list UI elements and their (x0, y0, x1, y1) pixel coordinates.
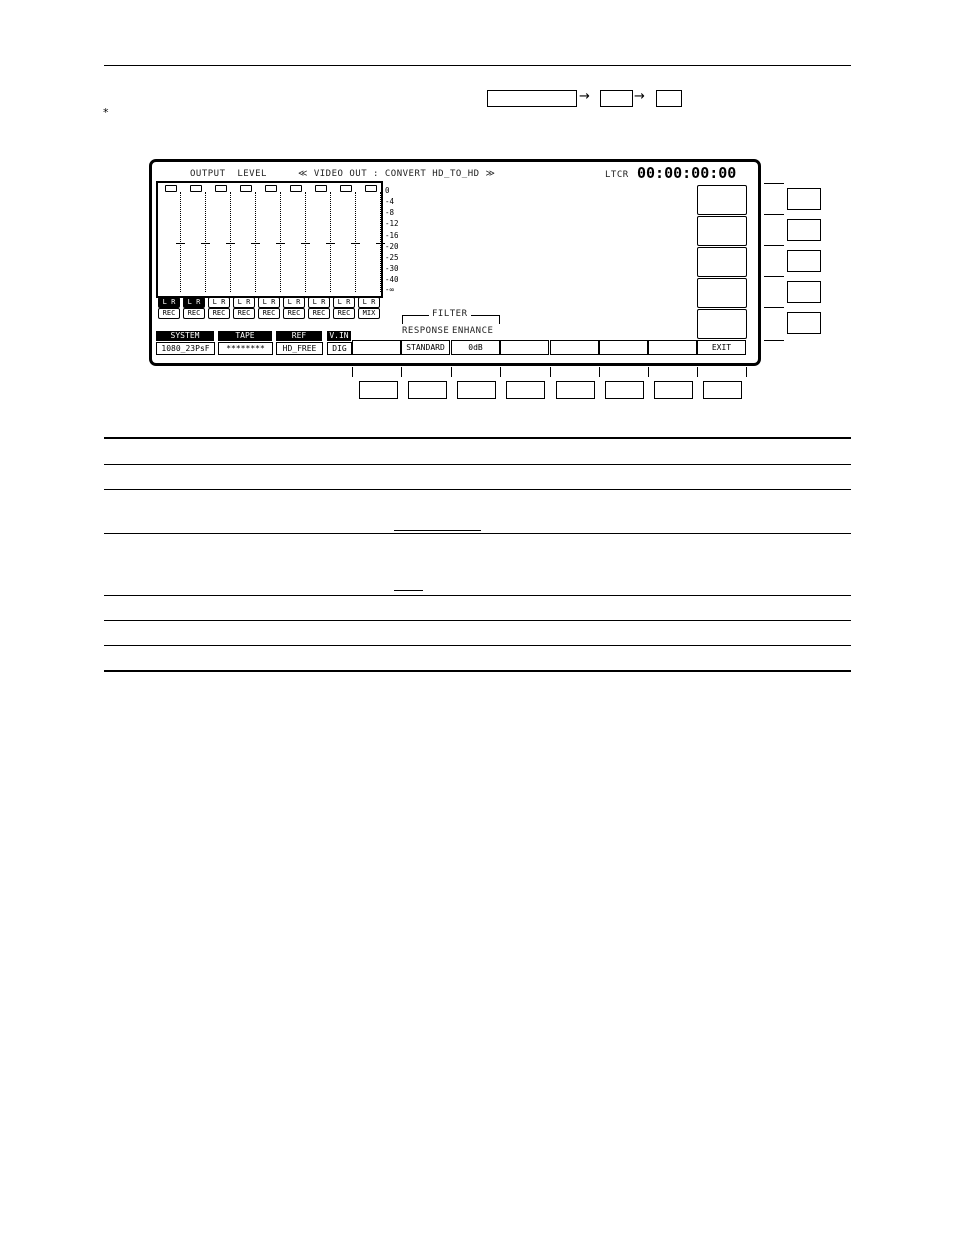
channel-mode-label: REC (308, 308, 330, 319)
scale-label: -16 (385, 231, 399, 240)
fkey-7[interactable] (648, 340, 697, 355)
tape-label: TAPE (218, 331, 272, 341)
vin-label: V.IN (327, 331, 351, 341)
scale-label: -40 (385, 275, 399, 284)
bottom-hardware-button-3[interactable] (457, 381, 496, 399)
table-top-rule (104, 437, 851, 439)
table-row-rule (104, 464, 851, 465)
leader-line (599, 367, 600, 377)
right-hardware-button-4[interactable] (787, 281, 821, 303)
underline-default-mark (394, 530, 481, 531)
channel-mode-label: MIX (358, 308, 380, 319)
channel-lr-selector[interactable]: L R (233, 297, 255, 308)
meter-reference-mark (251, 243, 260, 247)
arrow-right-icon: → (579, 89, 590, 104)
channel-mode-label: REC (233, 308, 255, 319)
channel-lr-selector[interactable]: L R (308, 297, 330, 308)
bottom-hardware-button-7[interactable] (654, 381, 693, 399)
meter-peak-indicator (240, 185, 252, 192)
footnote-asterisk: * (103, 106, 109, 119)
bottom-hardware-button-2[interactable] (408, 381, 447, 399)
leader-line (451, 367, 452, 377)
channel-mode-label: REC (258, 308, 280, 319)
table-row-rule (104, 620, 851, 621)
screen-title: ≪ VIDEO OUT : CONVERT HD_TO_HD ≫ (298, 169, 496, 179)
filter-group-label: FILTER (429, 309, 471, 319)
fkey-8-exit[interactable]: EXIT (697, 340, 746, 355)
system-label: SYSTEM (156, 331, 214, 341)
menu-path-box-3 (656, 90, 682, 107)
scale-label: 0 (385, 186, 390, 195)
arrow-right-icon: → (634, 89, 645, 104)
fkey-5[interactable] (550, 340, 599, 355)
leader-line (500, 367, 501, 377)
scale-label: -20 (385, 242, 399, 251)
meter-track (380, 192, 381, 292)
side-soft-key-3[interactable] (697, 247, 747, 277)
scale-label: -4 (385, 197, 395, 206)
menu-path-box-1 (487, 90, 577, 107)
channel-lr-selector[interactable]: L R (358, 297, 380, 308)
vin-value: DIG (327, 342, 352, 355)
meter-peak-indicator (165, 185, 177, 192)
side-soft-key-4[interactable] (697, 278, 747, 308)
right-hardware-button-1[interactable] (787, 188, 821, 210)
leader-line (697, 367, 698, 377)
meter-reference-mark (176, 243, 185, 247)
ref-label: REF (276, 331, 322, 341)
leader-line (746, 367, 747, 377)
system-value: 1080_23PsF (156, 342, 215, 355)
side-soft-key-2[interactable] (697, 216, 747, 246)
level-meter-frame (156, 181, 383, 298)
header-rule (104, 65, 851, 66)
channel-mode-label: REC (183, 308, 205, 319)
bottom-hardware-button-5[interactable] (556, 381, 595, 399)
bottom-hardware-button-4[interactable] (506, 381, 545, 399)
menu-path-box-2 (600, 90, 633, 107)
leader-line (764, 276, 784, 277)
timecode-label: LTCR (605, 170, 629, 180)
channel-lr-selector[interactable]: L R (208, 297, 230, 308)
fkey-2-response[interactable]: STANDARD (401, 340, 450, 355)
right-hardware-button-5[interactable] (787, 312, 821, 334)
fkey-4[interactable] (500, 340, 549, 355)
leader-line (764, 340, 784, 341)
timecode-value: 00:00:00:00 (637, 164, 737, 182)
meter-peak-indicator (290, 185, 302, 192)
meter-reference-mark (201, 243, 210, 247)
meter-peak-indicator (265, 185, 277, 192)
tape-value: ******** (218, 342, 273, 355)
meter-reference-mark (301, 243, 310, 247)
channel-lr-selector[interactable]: L R (283, 297, 305, 308)
channel-mode-label: REC (208, 308, 230, 319)
meter-peak-indicator (315, 185, 327, 192)
right-hardware-button-3[interactable] (787, 250, 821, 272)
side-soft-key-1[interactable] (697, 185, 747, 215)
underline-default-mark (394, 590, 423, 591)
scale-label: -12 (385, 219, 399, 228)
side-soft-key-5[interactable] (697, 309, 747, 339)
channel-lr-selector[interactable]: L R (258, 297, 280, 308)
meter-peak-indicator (365, 185, 377, 192)
meter-track (280, 192, 281, 292)
table-row-rule (104, 595, 851, 596)
right-hardware-button-2[interactable] (787, 219, 821, 241)
bottom-hardware-button-1[interactable] (359, 381, 398, 399)
table-row-rule (104, 645, 851, 646)
bottom-hardware-button-8[interactable] (703, 381, 742, 399)
bottom-hardware-button-6[interactable] (605, 381, 644, 399)
response-label: RESPONSE (402, 326, 450, 336)
leader-line (401, 367, 402, 377)
output-level-label: OUTPUT LEVEL (190, 169, 267, 179)
meter-reference-mark (326, 243, 335, 247)
leader-line (764, 245, 784, 246)
leader-line (764, 183, 784, 184)
meter-reference-mark (276, 243, 285, 247)
meter-reference-mark (351, 243, 360, 247)
meter-peak-indicator (215, 185, 227, 192)
leader-line (352, 367, 353, 377)
fkey-3-enhance[interactable]: 0dB (451, 340, 500, 355)
meter-track (255, 192, 256, 292)
channel-lr-selector[interactable]: L R (183, 297, 205, 308)
enhance-label: ENHANCE (452, 326, 494, 336)
channel-mode-label: REC (333, 308, 355, 319)
meter-track (230, 192, 231, 292)
leader-line (764, 307, 784, 308)
channel-mode-label: REC (283, 308, 305, 319)
meter-track (305, 192, 306, 292)
meter-track (330, 192, 331, 292)
channel-lr-selector[interactable]: L R (333, 297, 355, 308)
table-bottom-rule (104, 670, 851, 672)
table-row-rule (104, 489, 851, 490)
meter-track (355, 192, 356, 292)
leader-line (550, 367, 551, 377)
meter-reference-mark (376, 243, 385, 247)
leader-line (648, 367, 649, 377)
channel-lr-selector[interactable]: L R (158, 297, 180, 308)
ref-value: HD_FREE (276, 342, 323, 355)
leader-line (764, 214, 784, 215)
channel-mode-label: REC (158, 308, 180, 319)
fkey-1[interactable] (352, 340, 401, 355)
meter-peak-indicator (340, 185, 352, 192)
meter-peak-indicator (190, 185, 202, 192)
scale-label: -8 (385, 208, 395, 217)
meter-track (205, 192, 206, 292)
table-row-rule (104, 533, 851, 534)
fkey-6[interactable] (599, 340, 648, 355)
scale-label: -25 (385, 253, 399, 262)
scale-label: -∞ (385, 285, 395, 294)
scale-label: -30 (385, 264, 399, 273)
meter-track (180, 192, 181, 292)
meter-reference-mark (226, 243, 235, 247)
